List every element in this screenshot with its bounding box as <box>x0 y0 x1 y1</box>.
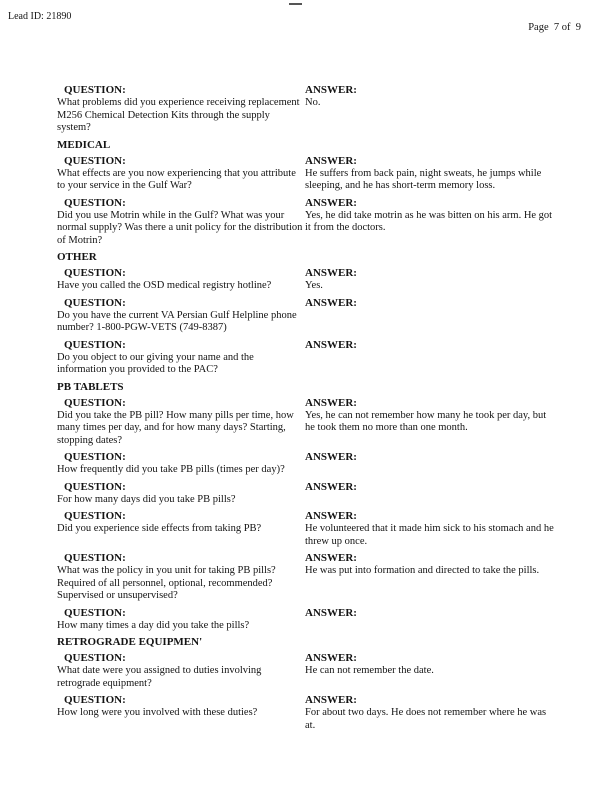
question-text: Did you experience side effects from taking PB? <box>57 523 262 534</box>
qa-row <box>57 481 557 507</box>
qa-row <box>57 197 557 248</box>
answer-label: ANSWER: <box>305 267 357 279</box>
question-cell <box>57 84 305 135</box>
answer-cell <box>305 481 557 507</box>
question-label: QUESTION: <box>64 606 126 619</box>
question-label: QUESTION: <box>64 338 126 351</box>
question-cell <box>57 267 305 293</box>
qa-row <box>57 694 557 732</box>
answer-label: ANSWER: <box>305 552 357 564</box>
question-label: QUESTION: <box>64 451 126 463</box>
answer-cell <box>305 552 557 603</box>
lead-id: Lead ID: 21890 <box>8 11 72 22</box>
answer-label: ANSWER: <box>305 510 357 522</box>
answer-cell <box>305 451 557 477</box>
answer-text: He was put into formation and directed to take the pills. <box>305 565 540 576</box>
question-cell <box>57 397 305 448</box>
question-label: QUESTION: <box>64 652 126 664</box>
question-text: What problems did you experience receiving replacement M256 Chemical Detection Kits through the supply system? <box>57 97 300 133</box>
question-cell <box>57 339 305 377</box>
qa-row <box>57 297 557 335</box>
qa-row <box>57 652 557 690</box>
question-label: QUESTION: <box>64 396 126 409</box>
page-number: Page 7 of 9 <box>528 22 581 33</box>
answer-cell <box>305 607 557 633</box>
answer-cell <box>305 197 557 248</box>
answer-cell <box>305 510 557 548</box>
answer-text: For about two days. He does not remember where he was at. <box>305 707 547 731</box>
answer-text: He can not remember the date. <box>305 665 434 676</box>
answer-cell <box>305 339 557 377</box>
question-text: Did you take the PB pill? How many pills per time, how many times per day, and for how many days? Starting, stopping dates? <box>57 409 294 446</box>
answer-label: ANSWER: <box>305 196 357 209</box>
answer-text: Yes, he can not remember how many he took per day, but he took them no more than one month. <box>305 409 547 433</box>
question-label: QUESTION: <box>64 196 126 209</box>
scan-artifact-mark <box>289 3 302 5</box>
question-label: QUESTION: <box>64 552 126 564</box>
qa-row <box>57 84 557 135</box>
question-cell <box>57 481 305 507</box>
question-text: Do you have the current VA Persian Gulf Helpline phone number? 1-800-PGW-VETS (749-8387) <box>57 309 297 333</box>
question-text: How many times a day did you take the pills? <box>57 619 250 631</box>
question-label: QUESTION: <box>64 154 126 167</box>
question-text: How long were you involved with these duties? <box>57 707 258 718</box>
qa-row <box>57 552 557 603</box>
answer-text: He volunteered that it made him sick to his stomach and he threw up once. <box>305 523 554 547</box>
answer-cell <box>305 694 557 732</box>
question-cell <box>57 652 305 690</box>
question-text: Do you object to our giving your name and the information you provided to the PAC? <box>57 351 254 375</box>
answer-cell <box>305 652 557 690</box>
question-cell <box>57 694 305 732</box>
answer-cell <box>305 397 557 448</box>
answer-cell <box>305 84 557 135</box>
question-text: What effects are you now experiencing that you attribute to your service in the Gulf War? <box>57 167 296 191</box>
qa-row <box>57 155 557 193</box>
question-label: QUESTION: <box>64 510 126 522</box>
question-cell <box>57 197 305 248</box>
answer-label: ANSWER: <box>305 480 357 493</box>
question-label: QUESTION: <box>64 480 126 493</box>
answer-text: Yes, he did take motrin as he was bitten on his arm. He got it from the doctors. <box>305 209 553 233</box>
answer-text: No. <box>305 97 321 108</box>
answer-label: ANSWER: <box>305 296 357 309</box>
answer-text: He suffers from back pain, night sweats, he jumps while sleeping, and he has short-term memory loss. <box>305 167 542 191</box>
question-text: What date were you assigned to duties involving retrograde equipment? <box>57 665 262 689</box>
answer-label: ANSWER: <box>305 84 357 96</box>
section-title: OTHER <box>57 251 97 263</box>
answer-label: ANSWER: <box>305 694 357 706</box>
question-cell <box>57 607 305 633</box>
answer-cell <box>305 267 557 293</box>
question-cell <box>57 510 305 548</box>
question-label: QUESTION: <box>64 296 126 309</box>
question-label: QUESTION: <box>64 84 126 96</box>
question-cell <box>57 552 305 603</box>
section-title: MEDICAL <box>57 138 111 151</box>
section-title: RETROGRADE EQUIPMEN' <box>57 636 203 648</box>
answer-label: ANSWER: <box>305 396 357 409</box>
question-label: QUESTION: <box>64 267 126 279</box>
qa-row <box>57 510 557 548</box>
question-cell <box>57 155 305 193</box>
question-text: Have you called the OSD medical registry hotline? <box>57 280 272 291</box>
qa-row <box>57 607 557 633</box>
section-title: PB TABLETS <box>57 380 124 393</box>
answer-cell <box>305 297 557 335</box>
question-text: What was the policy in you unit for taking PB pills? Required of all personnel, optional, recommended? Supervised or unsupervised? <box>57 565 276 601</box>
question-text: For how many days did you take PB pills? <box>57 493 236 505</box>
qa-row <box>57 451 557 477</box>
question-text: Did you use Motrin while in the Gulf? What was your normal supply? Was there a unit policy for the distribution of Motrin? <box>57 209 303 246</box>
qa-content <box>57 84 557 736</box>
question-label: QUESTION: <box>64 694 126 706</box>
qa-row <box>57 339 557 377</box>
question-text: How frequently did you take PB pills (times per day)? <box>57 464 285 475</box>
answer-label: ANSWER: <box>305 606 357 619</box>
question-cell <box>57 451 305 477</box>
answer-text: Yes. <box>305 280 323 291</box>
answer-cell <box>305 155 557 193</box>
answer-label: ANSWER: <box>305 338 357 351</box>
answer-label: ANSWER: <box>305 154 357 167</box>
answer-label: ANSWER: <box>305 451 357 463</box>
answer-label: ANSWER: <box>305 652 357 664</box>
qa-row <box>57 397 557 448</box>
question-cell <box>57 297 305 335</box>
qa-row <box>57 267 557 293</box>
